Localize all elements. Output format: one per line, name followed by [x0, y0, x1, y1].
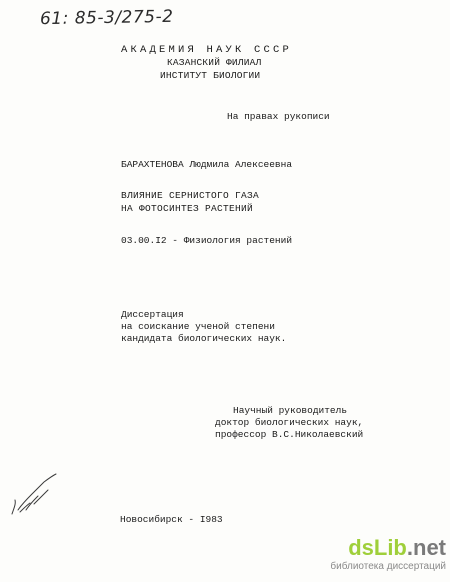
- dissertation-line-2: на соискание ученой степени: [121, 321, 275, 332]
- watermark: [308, 535, 446, 575]
- logo-net: net: [413, 535, 446, 560]
- handwritten-signature: [6, 470, 62, 518]
- city-year: Новосибирск - I983: [120, 514, 223, 525]
- dissertation-line-1: Диссертация: [121, 309, 184, 320]
- dissertation-line-3: кандидата биологических наук.: [121, 333, 287, 344]
- watermark-tagline: библиотека диссертаций: [330, 561, 446, 572]
- supervisor-line-3: профессор В.С.Николаевский: [215, 429, 364, 440]
- rights-note: На правах рукописи: [227, 111, 330, 122]
- archive-stamp: 61: 85-3/275-2: [39, 6, 174, 30]
- watermark-logo: [308, 535, 446, 561]
- branch-name: КАЗАНСКИЙ ФИЛИАЛ: [167, 57, 262, 68]
- institute-name: ИНСТИТУТ БИОЛОГИИ: [160, 70, 261, 81]
- logo-ds: ds: [348, 535, 374, 560]
- logo-lib: Lib: [373, 535, 407, 560]
- title-line-1: ВЛИЯНИЕ СЕРНИСТОГО ГАЗА: [121, 190, 260, 201]
- academy-name: АКАДЕМИЯ НАУК СССР: [121, 44, 293, 56]
- title-line-2: НА ФОТОСИНТЕЗ РАСТЕНИЙ: [121, 203, 254, 214]
- supervisor-line-1: Научный руководитель: [233, 405, 348, 416]
- supervisor-line-2: доктор биологических наук,: [215, 417, 364, 428]
- specialty-code: 03.00.I2 - Физиология растений: [121, 235, 293, 246]
- logo-dot: .: [406, 535, 413, 560]
- author-name: БАРАХТЕНОВА Людмила Алексеевна: [121, 159, 293, 170]
